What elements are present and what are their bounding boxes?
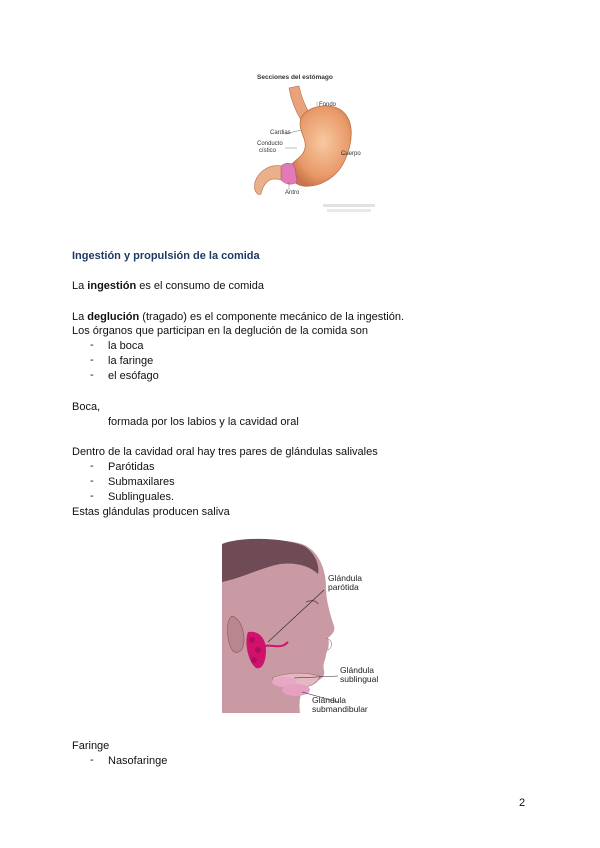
label-sublingual-1: Glándula [340,665,375,675]
list-item-organ: la boca [108,340,144,352]
list-dash: - [90,490,94,502]
label-sublingual-2: sublingual [340,674,379,684]
ingestion-term: ingestión [87,280,137,292]
list-item-gland: Submaxilares [108,476,175,488]
label-cuerpo: Cuerpo [341,151,361,157]
list-item-organ: la faringe [108,355,154,367]
deglucion-post: (tragado) es el componente mecánico de la ingestión. [139,311,405,323]
faringe-title: Faringe [72,740,110,752]
label-cardias: Cardias [270,130,291,136]
boca-title: Boca, [72,401,101,413]
glands-outro: Estas glándulas producen saliva [72,506,230,518]
label-submandibular-2: submandibular [312,704,368,714]
stomach-figure [245,70,380,215]
list-item-organ: el esófago [108,370,159,382]
list-dash: - [90,460,94,472]
stomach-figure-title: Secciones del estómago [257,74,333,81]
head-illustration [222,538,392,713]
organs-intro: Los órganos que participan en la deglución de la comida son [72,325,368,337]
ingestion-paragraph [72,279,264,293]
label-parotid-2: parótida [328,582,359,592]
ingestion-pre: La [72,280,88,292]
boca-description: formada por los labios y la cavidad oral [108,416,299,428]
list-dash: - [90,754,94,766]
list-item-gland: Parótidas [108,461,155,473]
label-fondo: Fondo [319,102,337,108]
deglucion-term: deglución [87,311,140,323]
list-dash: - [90,354,94,366]
label-submandibular-1: Glándula [312,695,347,705]
salivary-glands-figure [222,538,392,713]
label-conducto-2: cístico [259,148,277,154]
list-item-gland: Sublinguales. [108,491,175,503]
label-conducto: Conducto [257,141,283,147]
label-parotid-1: Glándula [328,573,363,583]
deglucion-pre: La [72,311,88,323]
label-antro: Antro [285,190,300,196]
ingestion-post: es el consumo de comida [136,280,264,292]
section-heading: Ingestión y propulsión de la comida [72,250,260,262]
deglucion-paragraph [72,310,404,324]
list-dash: - [90,475,94,487]
list-dash: - [90,339,94,351]
glands-intro: Dentro de la cavidad oral hay tres pares de glándulas salivales [72,446,378,458]
page-number: 2 [519,797,526,809]
list-dash: - [90,369,94,381]
list-item-faringe: Nasofaringe [108,755,168,767]
